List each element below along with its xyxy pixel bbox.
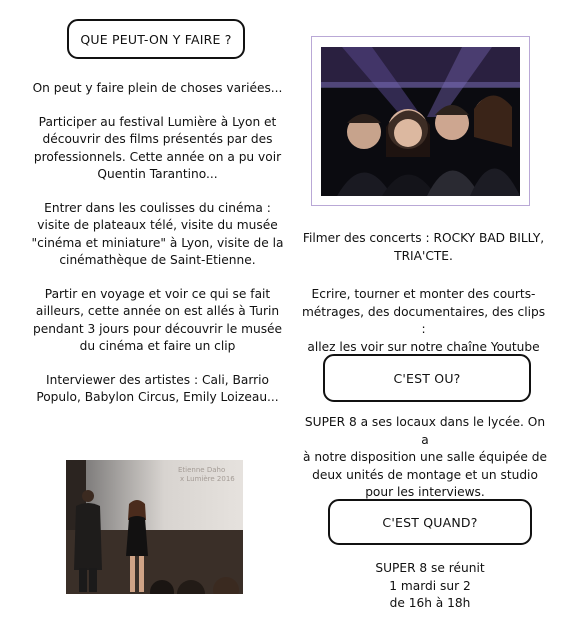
festival-paragraph — [20, 114, 295, 184]
text-line: "cinéma et miniature" à Lyon, visite de la — [31, 235, 284, 250]
intro-paragraph — [20, 80, 295, 98]
text-line: On peut y faire plein de choses variées... — [32, 81, 283, 95]
text-line: Interviewer des artistes : Cali, Barrio — [46, 372, 269, 387]
activities-text — [20, 80, 295, 407]
text-line: deux unités de montage et un studio — [312, 467, 538, 482]
text-line: Populo, Babylon Circus, Emily Loizeau... — [36, 390, 279, 404]
stage-photo-image — [66, 460, 243, 594]
heading-label: QUE PEUT-ON Y FAIRE ? — [80, 31, 232, 47]
text-line: SUPER 8 se réunit — [375, 561, 485, 575]
text-line: ailleurs, cette année on est allés à Turin — [35, 304, 280, 318]
text-line: Partir en voyage et voir ce qui se fait — [44, 286, 271, 301]
text-line: SUPER 8 a ses locaux dans le lycée. On a — [304, 415, 546, 447]
interview-paragraph — [20, 372, 295, 407]
banner-line: x Lumière 2016 — [180, 475, 235, 483]
voyage-paragraph — [20, 286, 295, 356]
heading-c-est-quand — [328, 499, 532, 545]
stage-photo — [66, 460, 243, 594]
where-text — [300, 414, 550, 502]
text-line: du cinéma et faire un clip — [79, 339, 236, 353]
banner-line: Etienne Daho — [178, 466, 226, 474]
video-still-image — [312, 37, 529, 205]
heading-label: C'EST OU? — [393, 370, 461, 386]
text-line: de 16h à 18h — [389, 596, 471, 610]
heading-label: C'EST QUAND? — [382, 514, 478, 530]
text-line: allez les voir sur notre chaîne Youtube — [307, 339, 540, 354]
heading-que-peut-on-y-faire — [67, 19, 245, 59]
text-line: TRIA'CTE. — [394, 248, 453, 263]
text-line: Ecrire, tourner et monter des courts- — [311, 287, 536, 301]
videos-text — [300, 286, 547, 356]
text-line: Filmer des concerts : ROCKY BAD BILLY, — [302, 231, 545, 245]
text-line: Entrer dans les coulisses du cinéma : — [44, 200, 271, 215]
text-line: à notre disposition une salle équipée de — [302, 450, 547, 464]
text-line: visite de plateaux télé, visite du musée — [37, 218, 278, 232]
text-line: cinémathèque de Saint-Etienne. — [59, 253, 256, 267]
text-line: pendant 3 jours pour découvrir le musée — [32, 321, 283, 336]
concerts-text — [300, 230, 547, 265]
when-text — [330, 560, 530, 613]
text-line: Quentin Tarantino... — [97, 167, 218, 181]
video-still-frame — [311, 36, 530, 206]
text-line: Participer au festival Lumière à Lyon et — [38, 114, 277, 129]
text-line: métrages, des documentaires, des clips : — [301, 304, 546, 336]
text-line: professionnels. Cette année on a pu voir — [33, 149, 282, 164]
text-line: pour les interviews. — [365, 485, 485, 499]
text-line: 1 mardi sur 2 — [389, 578, 471, 593]
text-line: découvrir des films présentés par des — [42, 132, 273, 146]
heading-c-est-ou — [323, 354, 531, 402]
coulisses-paragraph — [20, 200, 295, 270]
